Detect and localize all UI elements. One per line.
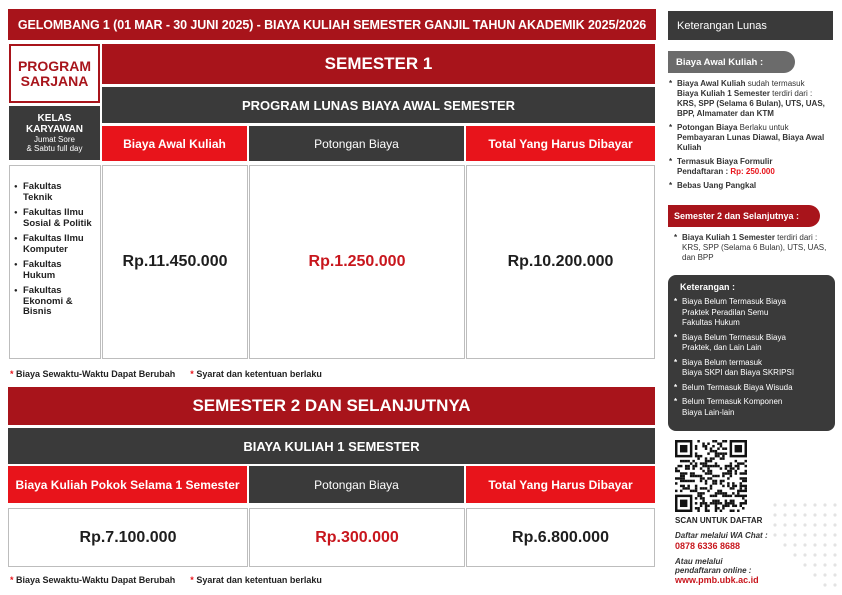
sidebar-awal-item: * Biaya Awal Kuliah sudah termasuk Biaya Kuliah 1 Semester terdiri dari : KRS, SPP (Selama 6 Bulan), UTS, UAS, BPP, Almamater dan KTM [669, 79, 839, 119]
sem2-col-potongan: Potongan Biaya [249, 466, 464, 503]
kelas-sub2: & Sabtu full day [26, 144, 83, 153]
notes-semester2: * Biaya Sewaktu-Waktu Dapat Berubah * Syarat dan ketentuan berlaku [10, 575, 322, 585]
kelas-title2: KARYAWAN [25, 124, 84, 135]
top-banner [8, 9, 656, 40]
qr-code-image [675, 440, 747, 512]
banner-title: GELOMBANG 1 (01 MAR - 30 JUNI 2025) - BIAYA KULIAH SEMESTER GANJIL TAHUN AKADEMIK 2025/2026 [17, 17, 647, 32]
wa-label: Daftar melalui WA Chat : [675, 531, 768, 540]
notes-semester1: * Biaya Sewaktu-Waktu Dapat Berubah * Syarat dan ketentuan berlaku [10, 369, 322, 379]
online-label2: pendaftaran online : [675, 566, 752, 575]
keterangan-list [674, 297, 829, 418]
online-label1: Atau melalui [675, 557, 723, 566]
sem1-value-biaya-awal: Rp.11.450.000 [102, 165, 248, 359]
semester2-subheading: BIAYA KULIAH 1 SEMESTER [8, 428, 655, 464]
sidebar-awal-item: * Termasuk Biaya Formulir Pendaftaran : Rp: 250.000 [669, 157, 839, 177]
sem1-col-biaya-awal: Biaya Awal Kuliah [102, 126, 247, 161]
semester1-heading: SEMESTER 1 [102, 44, 655, 84]
sem1-col-potongan: Potongan Biaya [249, 126, 464, 161]
faculty-item: ● Fakultas Ekonomi & Bisnis [14, 286, 97, 318]
kelas-title1: KELAS [37, 113, 72, 124]
online-url[interactable]: www.pmb.ubk.ac.id [675, 575, 759, 585]
sem2-value-potongan: Rp.300.000 [249, 508, 465, 567]
kelas-box [9, 106, 100, 160]
sem2-col-total: Total Yang Harus Dibayar [466, 466, 655, 503]
faculty-item: ● Fakultas Ilmu Komputer [14, 234, 97, 255]
faculty-item: ● Fakultas Hukum [14, 260, 97, 281]
sidebar-awal-item: * Bebas Uang Pangkal [669, 181, 839, 191]
sidebar-awal-item: * Potongan Biaya Berlaku untuk Pembayaran Lunas Diawal, Biaya Awal Kuliah [669, 123, 839, 153]
keterangan-item: * Belum Termasuk Komponen Biaya Lain-lain [674, 397, 829, 418]
program-line1: PROGRAM [17, 57, 92, 74]
sidebar-sem2-item: * Biaya Kuliah 1 Semester terdiri dari : KRS, SPP (Selama 6 Bulan), UTS, UAS, dan BPP [674, 233, 834, 263]
faculty-list [14, 182, 97, 318]
sem1-value-total: Rp.10.200.000 [466, 165, 655, 359]
sem2-value-biaya-pokok: Rp.7.100.000 [8, 508, 248, 567]
sidebar-title-bar: Keterangan Lunas [668, 11, 833, 40]
sidebar-sem2-label: Semester 2 dan Selanjutnya : [668, 205, 820, 227]
keterangan-label: Keterangan : [680, 282, 736, 292]
kelas-sub1: Jumat Sore [34, 135, 75, 144]
sem1-col-total: Total Yang Harus Dibayar [466, 126, 655, 161]
sem2-col-biaya-pokok: Biaya Kuliah Pokok Selama 1 Semester [8, 466, 247, 503]
wa-number[interactable]: 0878 6336 8688 [675, 541, 741, 551]
online-block [675, 557, 759, 585]
sem2-value-total: Rp.6.800.000 [466, 508, 655, 567]
keterangan-item: * Biaya Belum termasuk Biaya SKPI dan Biaya SKRIPSI [674, 358, 829, 379]
faculty-list-box [9, 165, 101, 359]
qr-code[interactable] [675, 440, 747, 512]
sidebar-awal-label: Biaya Awal Kuliah : [668, 51, 795, 73]
sidebar-keterangan-box [668, 275, 835, 431]
scan-label: SCAN UNTUK DAFTAR [675, 516, 763, 525]
program-line2: SARJANA [20, 72, 89, 89]
keterangan-item: * Belum Termasuk Biaya Wisuda [674, 383, 829, 394]
sem1-value-potongan: Rp.1.250.000 [249, 165, 465, 359]
keterangan-item: * Biaya Belum Termasuk Biaya Praktek, dan Lain Lain [674, 333, 829, 354]
faculty-item: ● Fakultas Ilmu Sosial & Politik [14, 208, 97, 229]
semester2-heading: SEMESTER 2 DAN SELANJUTNYA [8, 387, 655, 425]
keterangan-item: * Biaya Belum Termasuk Biaya Praktek Peradilan Semu Fakultas Hukum [674, 297, 829, 329]
wa-block [675, 531, 768, 551]
faculty-item: ● Fakultas Teknik [14, 182, 97, 203]
sidebar-awal-list [669, 79, 839, 195]
sidebar-sem2-list [674, 233, 834, 267]
semester1-subheading: PROGRAM LUNAS BIAYA AWAL SEMESTER [102, 87, 655, 123]
dot-pattern-decoration [770, 500, 840, 590]
program-box [9, 44, 100, 103]
